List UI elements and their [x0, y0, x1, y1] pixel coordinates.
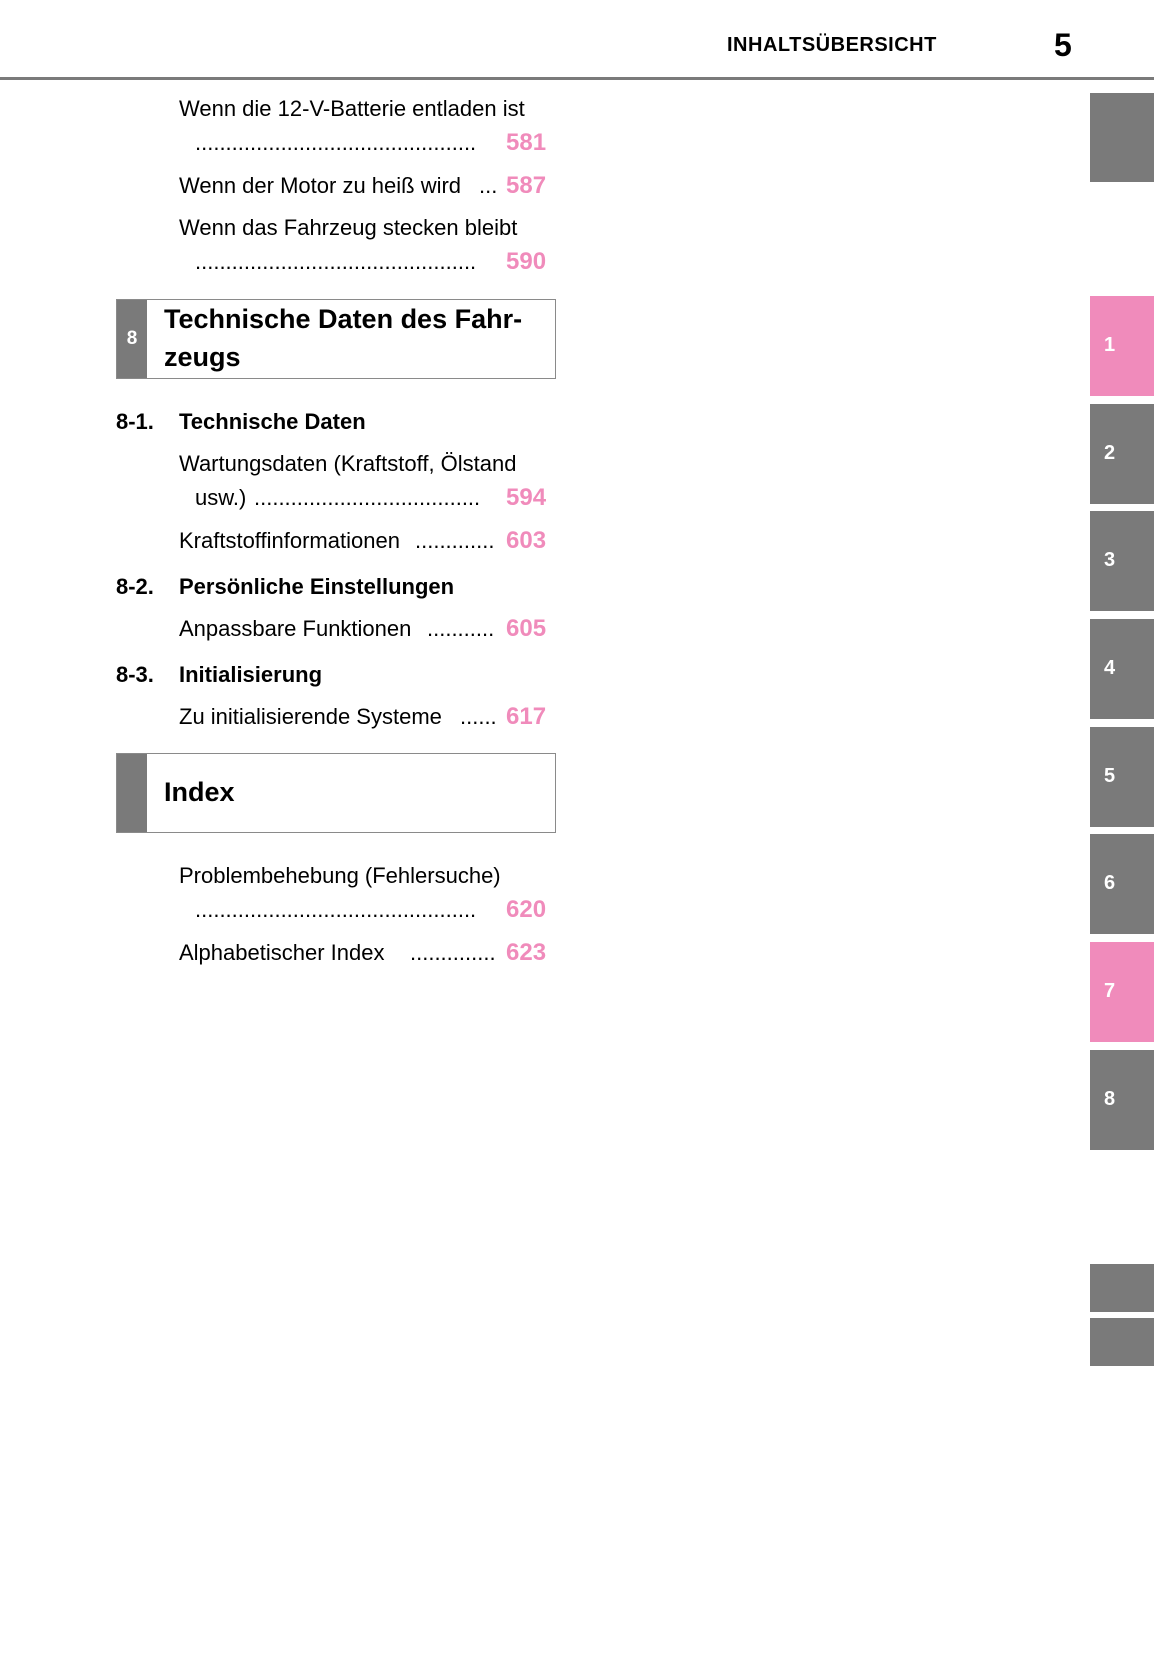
chapter-title-line1: Technische Daten des Fahr- [164, 304, 523, 334]
toc-leader: .............. [410, 940, 496, 965]
toc-leader: .............................................. [195, 249, 477, 274]
toc-entry-title[interactable]: Wenn das Fahrzeug stecken bleibt [179, 215, 518, 240]
side-tab-label: 7 [1104, 980, 1116, 1002]
toc-entry-continuation[interactable]: usw.) [195, 485, 247, 510]
side-tab-chapter-3[interactable] [1090, 511, 1154, 611]
toc-leader: ... [479, 173, 498, 198]
toc-leader: ........... [427, 616, 495, 641]
section-number: 8-1. [116, 409, 154, 434]
toc-page-number[interactable]: 603 [506, 527, 547, 554]
chapter-title-line2: zeugs [164, 342, 241, 372]
section-number: 8-3. [116, 662, 154, 687]
side-tab-label: 5 [1104, 765, 1116, 787]
toc-entry-title[interactable]: Alphabetischer Index [179, 940, 385, 965]
side-tab-chapter-6[interactable] [1090, 834, 1154, 934]
toc-page-number[interactable]: 623 [506, 939, 547, 966]
chapter-heading-box [116, 299, 556, 379]
side-tab-chapter-4[interactable] [1090, 619, 1154, 719]
side-tab-chapter-1[interactable] [1090, 296, 1154, 396]
toc-page-number[interactable]: 587 [506, 172, 547, 199]
side-tab-label: 3 [1104, 549, 1116, 571]
toc-leader: .............................................. [195, 897, 477, 922]
toc-leader: ...... [460, 704, 497, 729]
toc-entry-title[interactable]: Anpassbare Funktionen [179, 616, 412, 641]
toc-leader: .............................................. [195, 130, 477, 155]
toc-page-number[interactable]: 617 [506, 703, 547, 730]
side-tab-blank[interactable] [1090, 1264, 1154, 1312]
side-tab-chapter-8[interactable] [1090, 1050, 1154, 1150]
side-tab-label: 8 [1104, 1088, 1116, 1110]
toc-entry-title[interactable]: Zu initialisierende Systeme [179, 704, 442, 729]
index-heading-box [116, 753, 556, 833]
toc-page-number[interactable]: 605 [506, 615, 547, 642]
chapter-number-bar [117, 754, 147, 832]
side-tab-blank[interactable] [1090, 93, 1154, 182]
chapter-number-bar [117, 300, 147, 378]
toc-leader: ............. [415, 528, 495, 553]
toc-entry-title[interactable]: Wartungsdaten (Kraftstoff, Ölstand [179, 451, 517, 476]
side-tab-chapter-5[interactable] [1090, 727, 1154, 827]
toc-page-number[interactable]: 594 [506, 484, 547, 511]
toc-page-number[interactable]: 620 [506, 896, 547, 923]
header-rule [0, 77, 1154, 80]
toc-entry-title[interactable]: Problembehebung (Fehlersuche) [179, 863, 501, 888]
toc-page-number[interactable]: 590 [506, 248, 547, 275]
section-title[interactable]: Technische Daten [179, 409, 366, 434]
side-tab-chapter-7[interactable] [1090, 942, 1154, 1042]
toc-entry-title[interactable]: Wenn der Motor zu heiß wird [179, 173, 462, 198]
section-title[interactable]: Initialisierung [179, 662, 323, 687]
chapter-number: 8 [126, 328, 138, 349]
toc-entry-title[interactable]: Wenn die 12-V-Batterie entladen ist [179, 96, 525, 121]
toc-leader: ..................................... [254, 485, 481, 510]
toc-page-number[interactable]: 581 [506, 129, 547, 156]
side-tab-label: 6 [1104, 872, 1116, 894]
side-tab-label: 2 [1104, 442, 1116, 464]
side-tab-label: 1 [1104, 334, 1116, 356]
index-title: Index [164, 777, 235, 807]
page-number: 5 [1054, 27, 1072, 63]
side-tab-label: 4 [1104, 657, 1116, 679]
toc-entry-title[interactable]: Kraftstoffinformationen [179, 528, 400, 553]
section-number: 8-2. [116, 574, 154, 599]
section-title[interactable]: Persönliche Einstellungen [179, 574, 455, 599]
running-header-title: INHALTSÜBERSICHT [727, 34, 937, 56]
side-tab-blank[interactable] [1090, 1318, 1154, 1366]
side-tab-chapter-2[interactable] [1090, 404, 1154, 504]
